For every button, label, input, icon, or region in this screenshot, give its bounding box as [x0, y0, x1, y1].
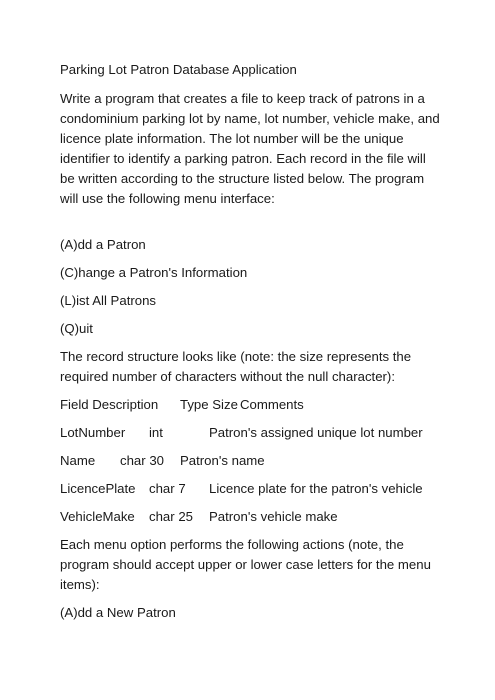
menu-option-add: (A)dd a Patron — [60, 237, 146, 252]
menu-option-list: (L)ist All Patrons — [60, 293, 157, 308]
structure-row-name — [60, 451, 440, 471]
structure-row-vehiclemake — [60, 507, 440, 527]
menu-option-change: (C)hange a Patron's Information — [60, 265, 248, 280]
field-type: char 30 — [120, 453, 164, 468]
header-type-size: Type Size — [180, 397, 238, 412]
intro-paragraph: Write a program that creates a file to keep track of patrons in a condominium parking lot by name, lot number, vehicle make, and licence plate information. The lot number will be the unique identifier to identify a parking patron. Each record in the file will be written according to the structure listed below. The program will use the following menu interface: — [60, 91, 440, 206]
menu-option-quit: (Q)uit — [60, 321, 93, 336]
field-type: int — [149, 425, 163, 440]
field-name: LicencePlate — [60, 481, 136, 496]
structure-intro: The record structure looks like (note: the size represents the required number of characters without the null character): — [60, 349, 412, 384]
field-comment: Licence plate for the patron's vehicle — [209, 481, 423, 496]
structure-row-lotnumber — [60, 423, 440, 443]
action-add-heading: (A)dd a New Patron — [60, 605, 176, 620]
structure-table-header — [60, 395, 440, 415]
field-name: Name — [60, 453, 96, 468]
document-page — [60, 60, 440, 623]
field-comment: Patron's vehicle make — [209, 509, 338, 524]
structure-row-licenceplate — [60, 479, 440, 499]
document-title: Parking Lot Patron Database Application — [60, 62, 297, 77]
field-name: LotNumber — [60, 425, 126, 440]
header-comments: Comments — [240, 397, 304, 412]
field-type: char 7 — [149, 481, 186, 496]
field-comment: Patron's name — [180, 453, 265, 468]
field-type: char 25 — [149, 509, 193, 524]
field-name: VehicleMake — [60, 509, 135, 524]
header-field-description: Field Description — [60, 397, 159, 412]
field-comment: Patron's assigned unique lot number — [209, 425, 423, 440]
actions-intro: Each menu option performs the following actions (note, the program should accept upper or lower case letters for the menu items): — [60, 537, 431, 592]
